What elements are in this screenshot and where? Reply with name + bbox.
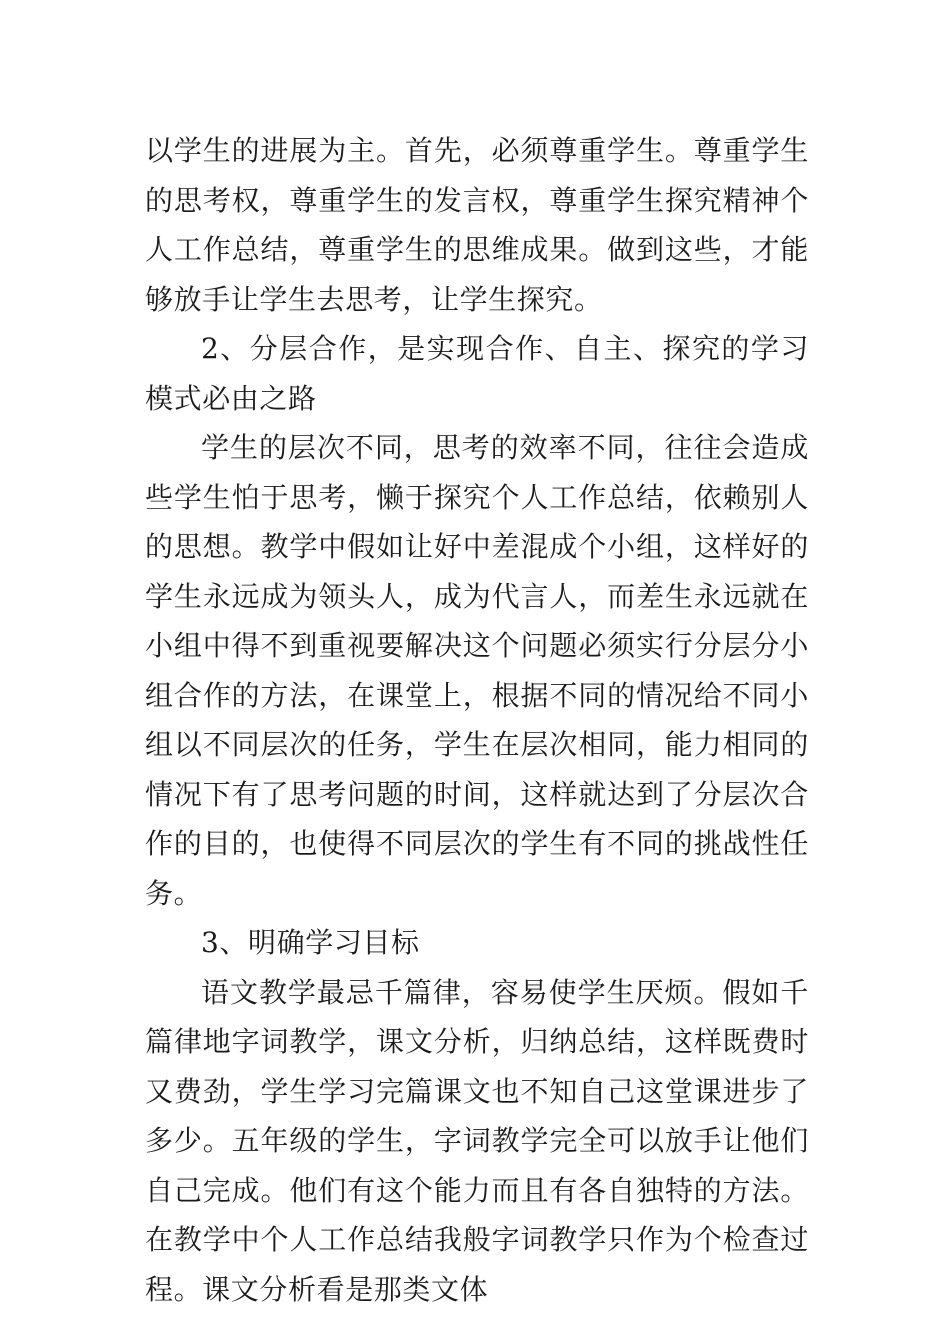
paragraph-continuation: 以学生的进展为主。首先，必须尊重学生。尊重学生的思考权，尊重学生的发言权，尊重学生探究精神个人工作总结，尊重学生的思维成果。做到这些，才能够放手让学生去思考，让学生探究。	[145, 134, 809, 316]
section-heading-2: 2、分层合作，是实现合作、自主、探究的学习模式必由之路	[145, 332, 809, 415]
paragraph-layered-cooperation: 学生的层次不同，思考的效率不同，往往会造成些学生怕于思考，懒于探究个人工作总结，依赖别人的思想。教学中假如让好中差混成个小组，这样好的学生永远成为领头人，成为代言人，而差生永远就在小组中得不到重视要解决这个问题必须实行分层分小组合作的方法，在课堂上，根据不同的情况给不同小组以不同层次的任务，学生在层次相同，能力相同的情况下有了思考问题的时间，这样就达到了分层次合作的目的，也使得不同层次的学生有不同的挑战性任务。	[145, 431, 809, 910]
paragraph-learning-goals: 语文教学最忌千篇律，容易使学生厌烦。假如千篇律地字词教学，课文分析，归纳总结，这样既费时又费劲，学生学习完篇课文也不知自己这堂课进步了多少。五年级的学生，字词教学完全可以放手让他们自己完成。他们有这个能力而且有各自独特的方法。在教学中个人工作总结我般字词教学只作为个检查过程。课文分析看是那类文体	[145, 975, 809, 1306]
section-heading-3: 3、明确学习目标	[201, 926, 420, 959]
document-body	[145, 126, 809, 1314]
